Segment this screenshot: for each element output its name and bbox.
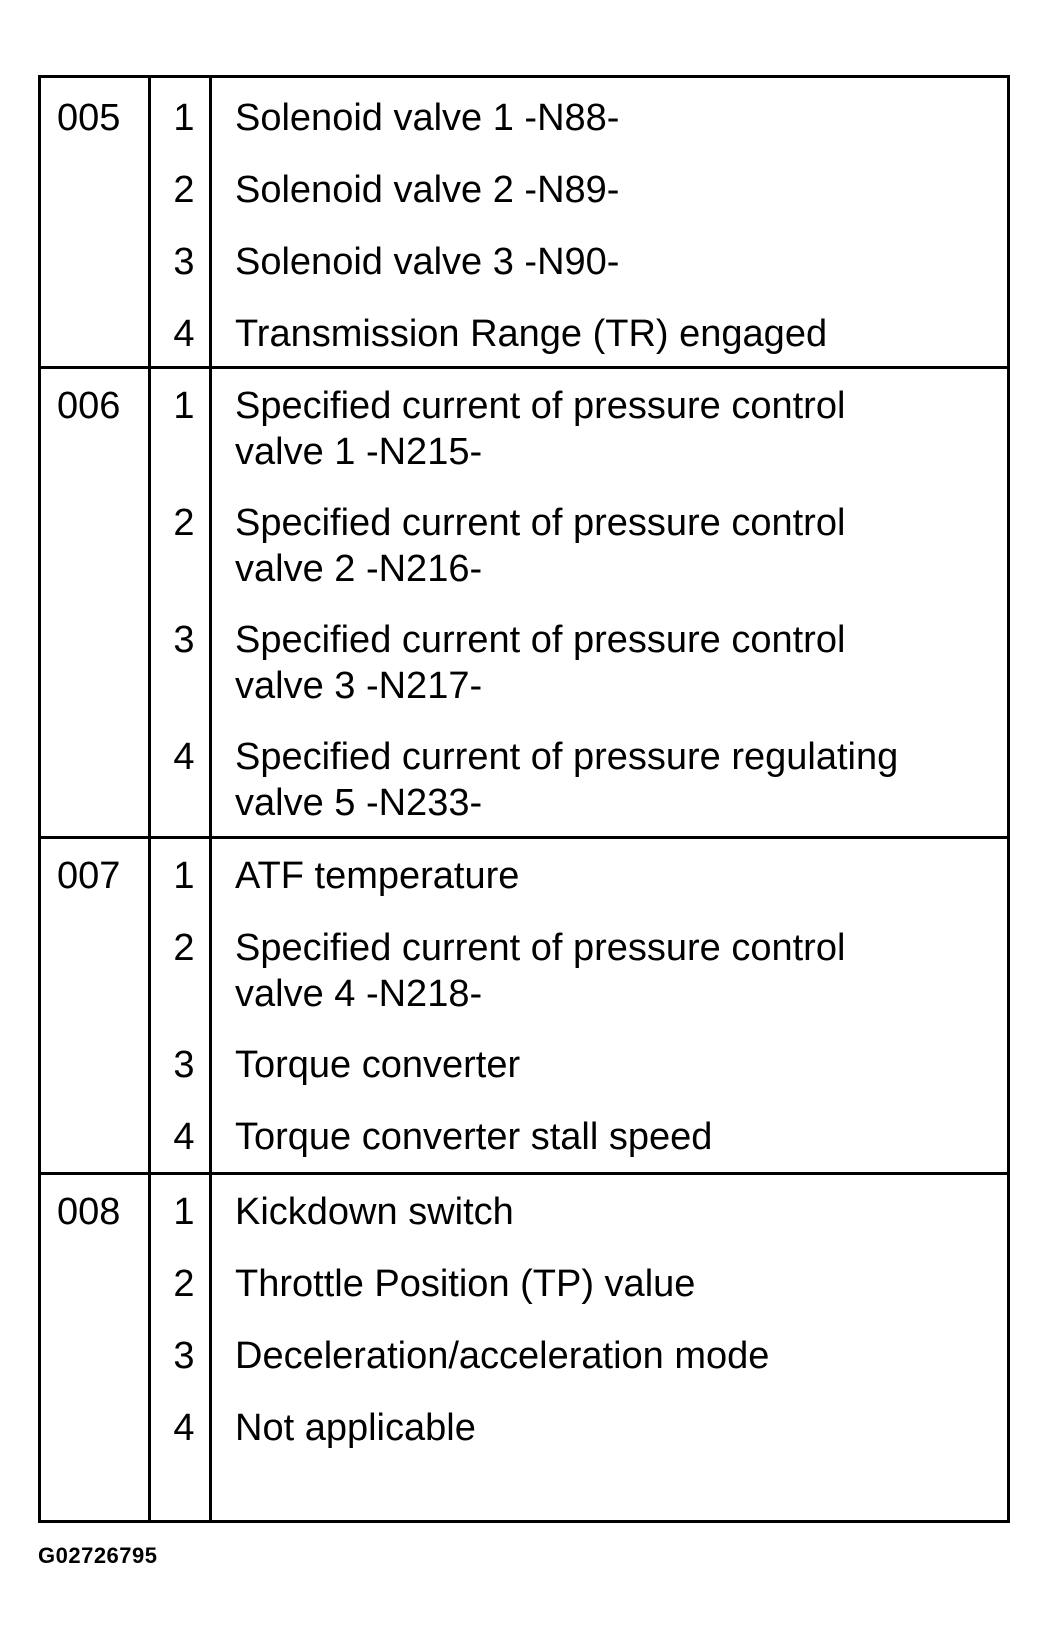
description-line: Transmission Range (TR) engaged [235, 313, 828, 355]
row-description [235, 1042, 995, 1088]
group-code: 006 [57, 385, 121, 427]
description-line: Solenoid valve 3 -N90- [235, 241, 620, 283]
row-number: 4 [173, 1116, 195, 1158]
row-number: 2 [173, 1263, 195, 1305]
description-line: valve 1 -N215- [235, 431, 483, 473]
row-description [235, 383, 995, 475]
group-0 [41, 78, 1007, 366]
description-line: Solenoid valve 1 -N88- [235, 97, 620, 139]
description-line: ATF temperature [235, 855, 520, 897]
row-number: 1 [173, 1191, 195, 1233]
description-line: Solenoid valve 2 -N89- [235, 169, 620, 211]
description-line: valve 5 -N233- [235, 782, 483, 824]
row-number: 1 [173, 385, 195, 427]
group-code: 005 [57, 97, 121, 139]
description-line: valve 4 -N218- [235, 973, 483, 1015]
row-description [235, 1261, 995, 1307]
data-table [38, 75, 1010, 1523]
row-number: 1 [173, 97, 195, 139]
row-number: 3 [173, 619, 195, 661]
group-code: 008 [57, 1191, 121, 1233]
description-line: Torque converter [235, 1044, 521, 1086]
row-description [235, 95, 995, 141]
row-number: 2 [173, 502, 195, 544]
row-description [235, 617, 995, 709]
description-line: Specified current of pressure regulating [235, 736, 899, 778]
row-description [235, 853, 995, 899]
row-description [235, 311, 995, 357]
row-number: 4 [173, 1407, 195, 1449]
description-line: Torque converter stall speed [235, 1116, 713, 1158]
description-line: Specified current of pressure control [235, 927, 846, 969]
row-description [235, 167, 995, 213]
row-number: 3 [173, 1044, 195, 1086]
row-number: 1 [173, 855, 195, 897]
row-number: 3 [173, 1335, 195, 1377]
row-number: 2 [173, 169, 195, 211]
group-1 [41, 366, 1007, 836]
group-2 [41, 836, 1007, 1172]
description-line: Specified current of pressure control [235, 502, 846, 544]
description-line: Deceleration/acceleration mode [235, 1335, 770, 1377]
group-code: 007 [57, 855, 121, 897]
row-number: 4 [173, 313, 195, 355]
row-number: 3 [173, 241, 195, 283]
row-description [235, 1405, 995, 1451]
row-description [235, 1333, 995, 1379]
row-description [235, 239, 995, 285]
row-description [235, 734, 995, 826]
row-description [235, 925, 995, 1017]
description-line: valve 3 -N217- [235, 665, 483, 707]
row-number: 2 [173, 927, 195, 969]
group-3 [41, 1172, 1007, 1520]
description-line: Throttle Position (TP) value [235, 1263, 696, 1305]
description-line: Kickdown switch [235, 1191, 514, 1233]
figure-id: G02726795 [38, 1543, 158, 1568]
row-description [235, 500, 995, 592]
row-description [235, 1189, 995, 1235]
description-line: valve 2 -N216- [235, 548, 483, 590]
description-line: Specified current of pressure control [235, 619, 846, 661]
row-number: 4 [173, 736, 195, 778]
row-description [235, 1114, 995, 1160]
description-line: Specified current of pressure control [235, 385, 846, 427]
description-line: Not applicable [235, 1407, 476, 1449]
